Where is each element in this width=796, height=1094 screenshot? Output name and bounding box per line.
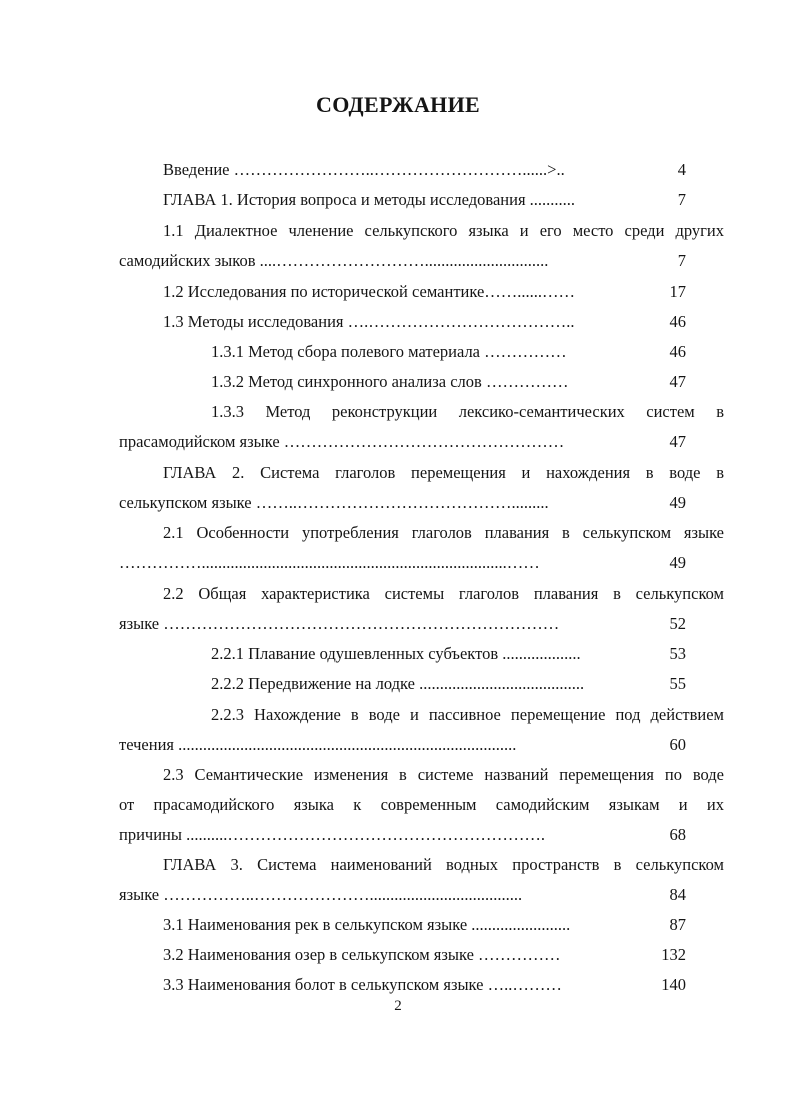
toc-entry-text: 2.2.2 Передвижение на лодке ........................................ [211,674,585,693]
toc-entry-text: 3.3 Наименования болот в селькупском языке …..……… [163,975,562,994]
toc-entry-page: 84 [669,885,686,904]
toc-entry-text: 2.3 Семантические изменения в системе названий перемещения по воде [163,765,724,784]
toc-entry-2-2-2 [0,672,796,696]
toc-entry-text: течения .................................................................................. [119,735,517,754]
toc-entry-page: 68 [669,825,686,844]
toc-entry-2-2-3 [0,703,796,727]
toc-entry-page: 47 [669,372,686,391]
toc-entry-2-1 [0,521,796,545]
toc-entry-2-2-1 [0,642,796,666]
toc-entry-2-3-cont-2 [0,823,796,847]
toc-entry-text: 1.3.2 Метод синхронного анализа слов …………… [211,372,569,391]
toc-entry-page: 55 [669,674,686,693]
toc-entry-chapter-3 [0,853,796,877]
toc-entry-text: ……………..........................................................................…… [119,553,540,572]
toc-entry-text: 1.2 Исследования по исторической семантике……......…… [163,282,576,301]
toc-entry-page: 140 [661,975,686,994]
toc-entry-page: 4 [677,160,686,179]
page-number: 2 [394,998,402,1014]
toc-entry-text: 3.2 Наименования озер в селькупском языке …………… [163,945,561,964]
toc-entry-text: 2.2.3 Нахождение в воде и пассивное перемещение под действием [211,705,724,724]
toc-entry-2-1-cont [0,551,796,575]
toc-entry-text: 2.2 Общая характеристика системы глаголов плавания в селькупском [163,584,724,603]
toc-entry-text: ГЛАВА 3. Система наименований водных пространств в селькупском [163,855,724,874]
toc-entry-page: 49 [669,493,686,512]
toc-entry-3-1 [0,913,796,937]
toc-entry-3-2 [0,943,796,967]
toc-entry-text: причины ..........…………………………………………………. [119,825,545,844]
page-title: СОДЕРЖАНИЕ [316,92,480,117]
toc-entry-text: самодийских зыков ....……………………….............................. [119,251,549,270]
toc-entry-chapter-1 [0,188,796,212]
toc-entry-chapter-3-cont [0,883,796,907]
toc-entry-text: 2.1 Особенности употребления глаголов плавания в селькупском языке [163,523,724,542]
toc-entry-1-3-3-cont [0,430,796,454]
toc-entry-2-3 [0,763,796,787]
toc-entry-3-3 [0,973,796,997]
toc-entry-page: 7 [677,190,686,209]
toc-entry-text: 1.3.3 Метод реконструкции лексико-семантических систем в [211,402,724,421]
toc-entry-page: 53 [669,644,686,663]
toc-entry-1-2 [0,280,796,304]
toc-entry-chapter-2 [0,461,796,485]
toc-entry-text: 1.1 Диалектное членение селькупского языка и его место среди других [163,221,724,240]
toc-entry-text: 1.3 Методы исследования ….……………………………….. [163,312,575,331]
toc-entry-1-3 [0,310,796,334]
toc-entry-page: 17 [669,282,686,301]
toc-entry-page: 46 [669,312,686,331]
toc-entry-1-3-1 [0,340,796,364]
toc-entry-text: от прасамодийского языка к современным самодийским языкам и их [119,795,724,814]
toc-entry-2-3-cont-1 [0,793,796,817]
toc-entry-text: Введение ……………………..………………………......>.. [163,160,565,179]
toc-entry-page: 46 [669,342,686,361]
toc-entry-2-2-3-cont [0,733,796,757]
toc-entry-page: 52 [669,614,686,633]
toc-entry-1-3-2 [0,370,796,394]
toc-entry-text: 1.3.1 Метод сбора полевого материала …………… [211,342,567,361]
toc-entry-text: прасамодийском языке …………………………………………… [119,432,565,451]
toc-entry-page: 49 [669,553,686,572]
toc-entry-page: 47 [669,432,686,451]
toc-entry-1-1-cont [0,249,796,273]
toc-entry-text: селькупском языке ……..…………………………………......... [119,493,549,512]
toc-entry-text: ГЛАВА 1. История вопроса и методы исследования ........... [163,190,576,209]
toc-entry-1-1 [0,219,796,243]
toc-entry-page: 60 [669,735,686,754]
toc-entry-2-2 [0,582,796,606]
toc-entry-1-3-3 [0,400,796,424]
toc-entry-text: языке ……………………………………………………………… [119,614,560,633]
toc-entry-introduction [0,158,796,182]
toc-entry-text: 2.2.1 Плавание одушевленных субъектов ................... [211,644,581,663]
toc-entry-page: 87 [669,915,686,934]
toc-entry-page: 132 [661,945,686,964]
toc-entry-2-2-cont [0,612,796,636]
toc-entry-page: 7 [677,251,686,270]
toc-entry-text: ГЛАВА 2. Система глаголов перемещения и нахождения в воде в [163,463,724,482]
toc-entry-text: языке ……………..…………………..................................... [119,885,523,904]
toc-entry-text: 3.1 Наименования рек в селькупском языке ........................ [163,915,571,934]
toc-entry-chapter-2-cont [0,491,796,515]
